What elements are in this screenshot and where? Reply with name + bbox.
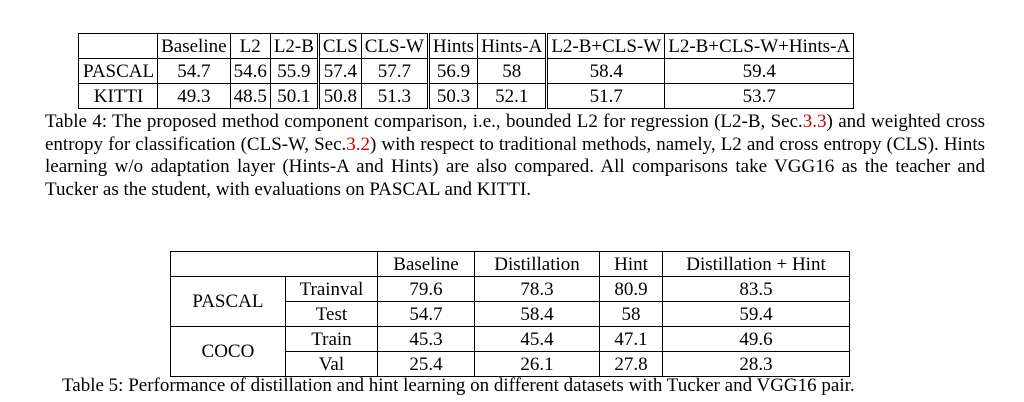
table-4-caption (45, 111, 985, 201)
table-4-cell: 54.6 (230, 59, 270, 84)
table-4-cell: 53.7 (665, 84, 854, 109)
table-4-caption-text: ) and weighted cross entropy for classification (CLS-W, Sec. (45, 111, 985, 155)
table-4-cell: 55.9 (270, 59, 318, 84)
table-5-split-label: Val (285, 352, 377, 377)
table-4-cell: 52.1 (478, 84, 547, 109)
table-5-cell: 28.3 (663, 352, 850, 377)
table-5-split-label: Test (285, 302, 377, 327)
table-4-header: CLS-W (361, 34, 428, 59)
table-5-split-label: Train (285, 327, 377, 352)
table-4-cell: 49.3 (158, 84, 230, 109)
table-5-cell: 54.7 (378, 302, 475, 327)
table-5-cell: 45.3 (378, 327, 475, 352)
table-4-header: L2-B+CLS-W (547, 34, 665, 59)
table-5-cell: 78.3 (475, 277, 600, 302)
table-5-cell: 58 (600, 302, 663, 327)
table-5-header: Baseline (378, 252, 475, 277)
section-reference-link[interactable]: 3.2 (346, 133, 371, 155)
table-5-cell: 27.8 (600, 352, 663, 377)
table-4-cell: 50.3 (428, 84, 477, 109)
table-4-cell: 54.7 (158, 59, 230, 84)
table-5-cell: 58.4 (475, 302, 600, 327)
table-4-cell: 59.4 (665, 59, 854, 84)
table-5-cell: 45.4 (475, 327, 600, 352)
table-4-cell: 58 (478, 59, 547, 84)
table-4-caption-text: ) with respect to traditional methods, namely, L2 and cross entropy (CLS). Hints learning w/o adaptation layer (Hints-A and Hints) are also compared. All comparisons take VGG16 as the teacher and Tucker as the student, with evaluations on PASCAL and KITTI. (45, 133, 985, 200)
table-4 (78, 33, 854, 109)
table-5-cell: 47.1 (600, 327, 663, 352)
table-4-cell: 50.8 (318, 84, 361, 109)
table-4-header: CLS (318, 34, 361, 59)
table-5-header: Distillation (475, 252, 600, 277)
table-4-corner-cell (79, 34, 158, 59)
table-5-cell: 26.1 (475, 352, 600, 377)
table-4-header: Hints-A (478, 34, 547, 59)
table-4-row (79, 84, 854, 109)
table-4-caption-label: Table 4: (45, 111, 108, 132)
table-4-cell: 57.4 (318, 59, 361, 84)
table-5-header: Hint (600, 252, 663, 277)
table-5-cell: 80.9 (600, 277, 663, 302)
table-4-cell: 51.7 (547, 84, 665, 109)
table-4-header: Baseline (158, 34, 230, 59)
table-4-cell: 51.3 (361, 84, 428, 109)
table-4-cell: 48.5 (230, 84, 270, 109)
table-4-row (79, 59, 854, 84)
table-5-caption: Table 5: Performance of distillation and hint learning on different datasets with Tucker and VGG16 pair. (62, 375, 855, 396)
table-4-caption-text: The proposed method component comparison, i.e., bounded L2 for regression (L2-B, Sec. (107, 111, 803, 132)
table-5-group-label: PASCAL (171, 277, 286, 327)
table-5-split-label: Trainval (285, 277, 377, 302)
table-5-row (171, 277, 850, 302)
table-5-cell: 25.4 (378, 352, 475, 377)
table-5-header-row (171, 252, 850, 277)
table-4-row-label: PASCAL (79, 59, 158, 84)
table-5-cell: 49.6 (663, 327, 850, 352)
table-4-header: L2-B+CLS-W+Hints-A (665, 34, 854, 59)
table-4-header: L2 (230, 34, 270, 59)
table-4-row-label: KITTI (79, 84, 158, 109)
table-5-cell: 79.6 (378, 277, 475, 302)
section-reference-link[interactable]: 3.3 (802, 111, 827, 132)
table-5-header: Distillation + Hint (663, 252, 850, 277)
table-4-cell: 58.4 (547, 59, 665, 84)
table-4-cell: 57.7 (361, 59, 428, 84)
table-4-cell: 56.9 (428, 59, 477, 84)
table-5-cell: 59.4 (663, 302, 850, 327)
table-4-header: Hints (428, 34, 477, 59)
table-5-row (171, 327, 850, 352)
table-5-group-label: COCO (171, 327, 286, 377)
table-5-cell: 83.5 (663, 277, 850, 302)
table-5-corner-cell (171, 252, 378, 277)
table-4-cell: 50.1 (270, 84, 318, 109)
table-5 (170, 251, 850, 377)
table-4-header: L2-B (270, 34, 318, 59)
table-4-header-row (79, 34, 854, 59)
